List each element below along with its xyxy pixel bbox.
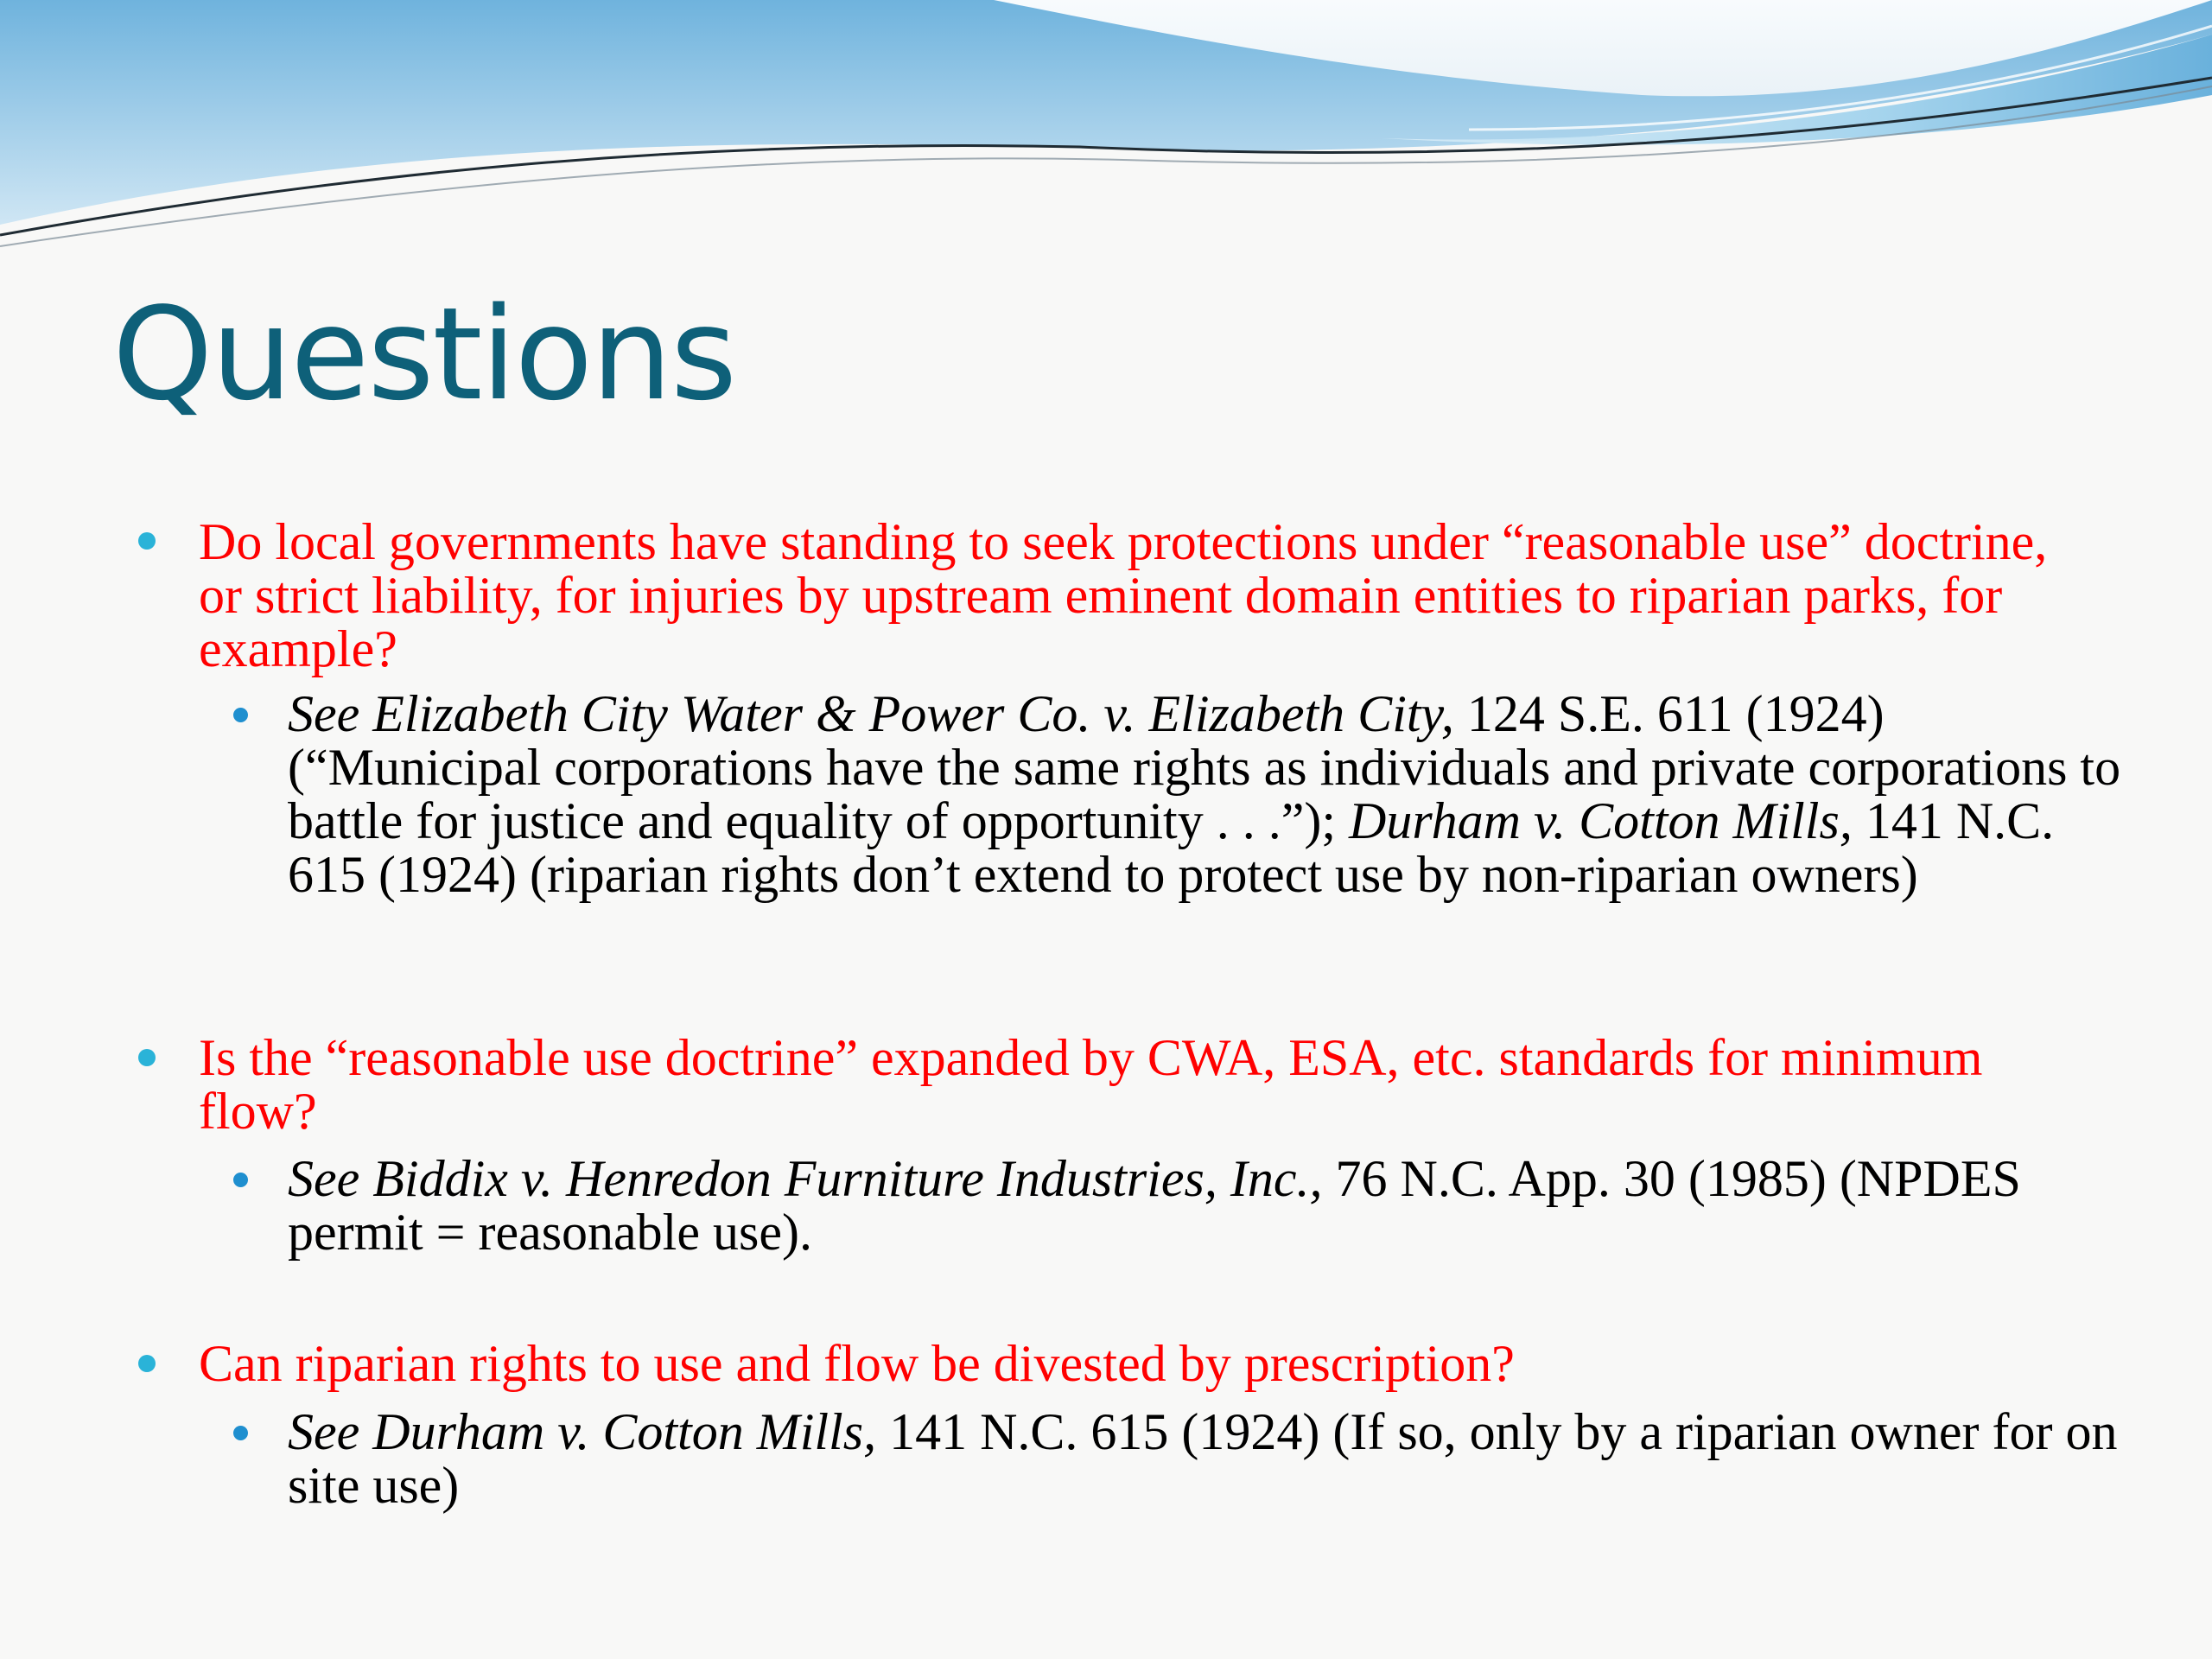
sub-bullet-icon	[233, 1173, 248, 1187]
question-text: Can riparian rights to use and flow be divested by prescription?	[199, 1335, 1515, 1392]
case-citation: Durham v. Cotton Mills,	[1349, 792, 1853, 849]
citation-detail: 141 N.C. 615 (1924) (riparian rights don’t extend to protect use by non-riparian owners)	[288, 792, 2055, 903]
bullet-icon	[138, 532, 156, 550]
question-text: Is the “reasonable use doctrine” expanded by CWA, ESA, etc. standards for minimum flow?	[199, 1029, 1983, 1140]
question-text: Do local governments have standing to seek protections under “reasonable use” doctrine, or strict liability, for injuries by upstream eminent domain entities to riparian parks, for example?	[199, 513, 2048, 677]
citation-detail: 124 S.E. 611 (1924) (“Municipal corporations have the same rights as individuals and private corporations to battle for justice and equality of opportunity . . .”);	[288, 685, 2121, 849]
slide-title: Questions	[112, 280, 736, 429]
case-citation: See Durham v. Cotton Mills,	[288, 1403, 877, 1460]
answer-text	[288, 1405, 2128, 1512]
citation-detail: 76 N.C. App. 30 (1985) (NPDES permit = reasonable use).	[288, 1150, 2021, 1261]
bullet-icon	[138, 1355, 156, 1372]
bullet-icon	[138, 1049, 156, 1066]
case-citation: See Elizabeth City Water & Power Co. v. Elizabeth City,	[288, 685, 1454, 742]
sub-bullet-icon	[233, 708, 248, 722]
answer-text	[288, 687, 2128, 901]
answer-text	[288, 1152, 2128, 1259]
sub-bullet-icon	[233, 1426, 248, 1440]
citation-detail: 141 N.C. 615 (1924) (If so, only by a riparian owner for on site use)	[288, 1403, 2118, 1514]
case-citation: See Biddix v. Henredon Furniture Industries, Inc.,	[288, 1150, 1323, 1207]
